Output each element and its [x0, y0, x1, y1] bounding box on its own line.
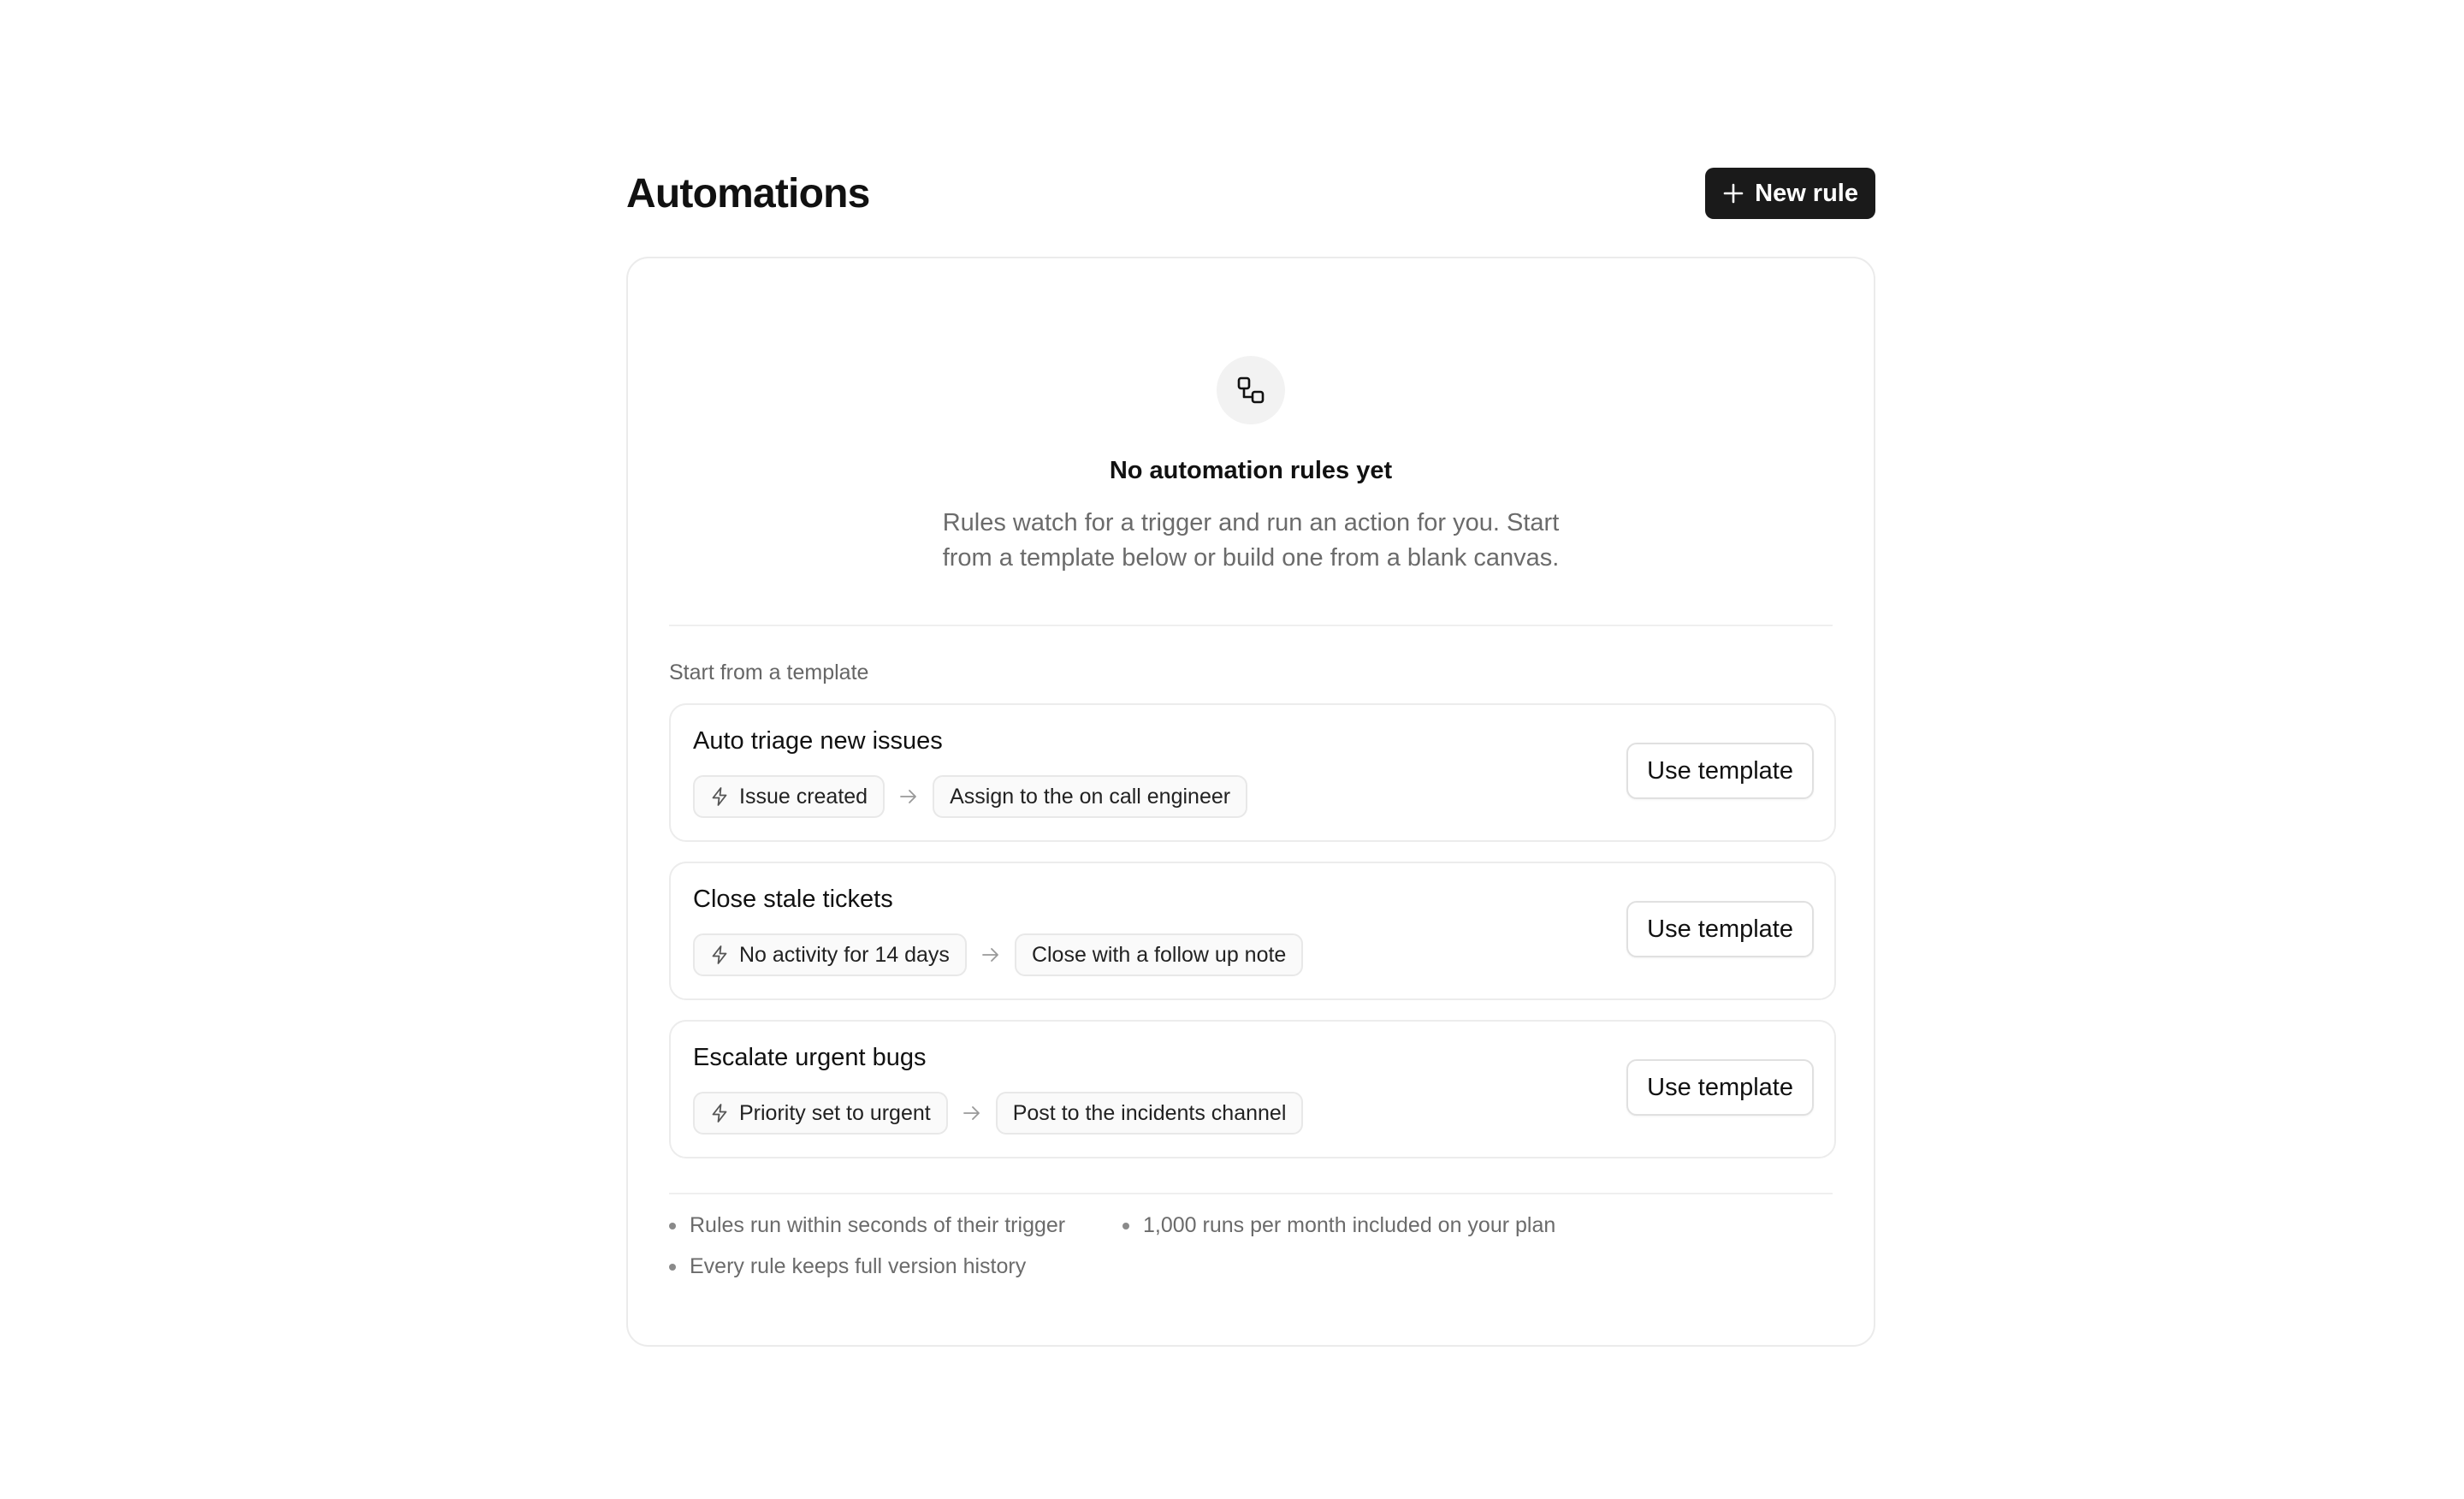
- page-header: [626, 163, 1875, 224]
- template-flow: [693, 775, 1247, 818]
- trigger-chip: [693, 775, 885, 818]
- template-card-auto-triage: [669, 703, 1836, 842]
- arrow-right-icon: [979, 946, 1003, 963]
- empty-state: [628, 258, 1874, 576]
- trigger-label: Issue created: [739, 784, 868, 809]
- new-rule-label: New rule: [1755, 179, 1858, 207]
- section-divider: [669, 625, 1833, 626]
- footer-divider: [669, 1193, 1833, 1194]
- template-name: Escalate urgent bugs: [693, 1044, 927, 1071]
- note-text: Rules run within seconds of their trigger: [690, 1213, 1066, 1237]
- bullet-icon: [1122, 1223, 1129, 1229]
- note-item: [1122, 1213, 1555, 1238]
- use-template-button[interactable]: Use template: [1626, 901, 1814, 957]
- trigger-chip: [693, 933, 967, 976]
- templates-section-label: Start from a template: [669, 661, 869, 684]
- template-flow: [693, 933, 1303, 976]
- action-label: Close with a follow up note: [1031, 942, 1287, 967]
- lightning-icon: [710, 945, 729, 965]
- trigger-chip: [693, 1092, 948, 1135]
- template-card-close-stale: [669, 862, 1836, 1000]
- automations-card: [626, 257, 1875, 1347]
- automations-page: [626, 163, 1875, 1347]
- trigger-label: Priority set to urgent: [739, 1100, 931, 1125]
- use-template-button[interactable]: Use template: [1626, 743, 1814, 799]
- template-card-escalate-urgent: [669, 1020, 1836, 1158]
- bullet-icon: [669, 1264, 676, 1271]
- page-title: Automations: [626, 170, 870, 216]
- template-name: Close stale tickets: [693, 886, 893, 913]
- action-chip: [1015, 933, 1303, 976]
- trigger-label: No activity for 14 days: [739, 942, 950, 967]
- empty-state-title: No automation rules yet: [1109, 457, 1393, 484]
- arrow-right-icon: [960, 1105, 984, 1122]
- new-rule-button[interactable]: [1705, 168, 1875, 219]
- note-text: 1,000 runs per month included on your plan: [1143, 1213, 1556, 1237]
- arrow-right-icon: [897, 788, 921, 805]
- workflow-icon: [1217, 356, 1285, 424]
- plus-icon: [1722, 182, 1744, 204]
- bullet-icon: [669, 1223, 676, 1229]
- use-template-button[interactable]: Use template: [1626, 1059, 1814, 1116]
- note-text: Every rule keeps full version history: [690, 1254, 1027, 1278]
- note-item: [669, 1254, 1026, 1279]
- empty-state-description: Rules watch for a trigger and run an action for you. Start from a template below or build one from a blank canvas.: [942, 509, 1560, 572]
- action-label: Post to the incidents channel: [1012, 1100, 1287, 1125]
- action-label: Assign to the on call engineer: [950, 784, 1231, 809]
- action-chip: [933, 775, 1247, 818]
- action-chip: [996, 1092, 1304, 1135]
- template-name: Auto triage new issues: [693, 727, 943, 755]
- note-item: [669, 1213, 1065, 1238]
- lightning-icon: [710, 786, 729, 807]
- template-flow: [693, 1092, 1303, 1135]
- lightning-icon: [710, 1103, 729, 1123]
